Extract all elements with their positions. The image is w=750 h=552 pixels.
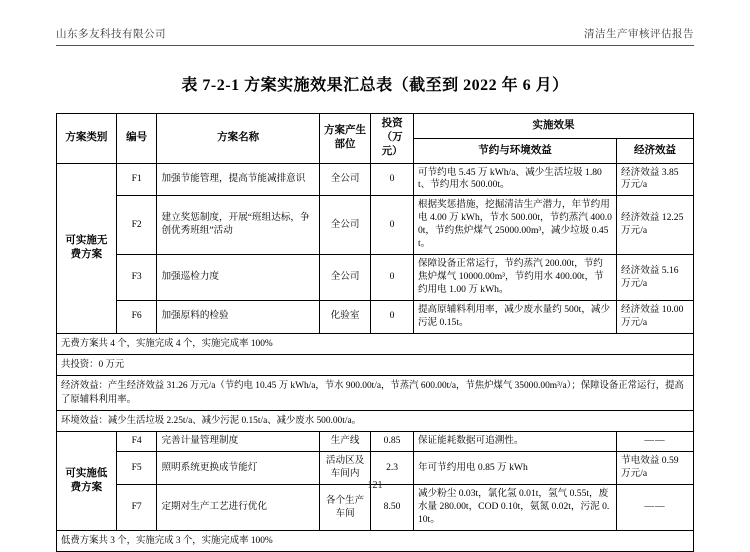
row-name: 照明系统更换成节能灯 xyxy=(157,452,319,485)
table-row xyxy=(57,196,694,255)
row-invest: 8.50 xyxy=(371,485,414,531)
row-invest: 0.85 xyxy=(371,432,414,452)
row-unit: 全公司 xyxy=(319,196,370,255)
note-free-1: 无费方案共 4 个，实施完成 4 个，实施完成率 100% xyxy=(57,333,694,354)
group-note-row xyxy=(57,354,694,375)
row-code: F6 xyxy=(116,300,157,333)
table-row xyxy=(57,163,694,196)
th-category: 方案类别 xyxy=(57,114,117,164)
page-number: 121 xyxy=(367,480,383,491)
th-code: 编号 xyxy=(116,114,157,164)
header-doc-type: 清洁生产审核评估报告 xyxy=(584,29,694,40)
row-econ: 经济效益 10.00 万元/a xyxy=(617,300,694,333)
row-econ: —— xyxy=(617,432,694,452)
row-env: 年可节约用电 0.85 万 kWh xyxy=(413,452,616,485)
row-econ: 经济效益 5.16 万元/a xyxy=(617,255,694,301)
row-unit: 化验室 xyxy=(319,300,370,333)
th-env: 节约与环境效益 xyxy=(413,138,616,163)
row-name: 加强原料的检验 xyxy=(157,300,319,333)
table-row xyxy=(57,255,694,301)
row-env: 保障设备正常运行，节约蒸汽 200.00t，节约焦炉煤气 10000.00m³，节约用水 400.00t，节约用电 1.00 万 kWh。 xyxy=(413,255,616,301)
row-econ: 经济效益 12.25 万元/a xyxy=(617,196,694,255)
category-cell-lowcost: 可实施低费方案 xyxy=(57,432,117,531)
row-invest: 0 xyxy=(371,196,414,255)
row-env: 减少粉尘 0.03t，氯化氢 0.01t，氢气 0.55t，废水量 280.00t，COD 0.10t，氨氮 0.02t，污泥 0.10t。 xyxy=(413,485,616,531)
row-name: 建立奖惩制度，开展“班组达标，争创优秀班组”活动 xyxy=(157,196,319,255)
th-unit: 方案产生部位 xyxy=(319,114,370,164)
group-note-row xyxy=(57,333,694,354)
row-name: 定期对生产工艺进行优化 xyxy=(157,485,319,531)
header-company: 山东多友科技有限公司 xyxy=(56,29,166,40)
row-code: F3 xyxy=(116,255,157,301)
th-invest: 投资（万元） xyxy=(371,114,414,164)
note-free-3: 经济效益：产生经济效益 31.26 万元/a（节约电 10.45 万 kWh/a，节水 900.00t/a，节蒸汽 600.00t/a，节焦炉煤气 35000.00m³/a）；保障设备正常运行，提高了原辅料利用率。 xyxy=(57,376,694,411)
row-invest: 0 xyxy=(371,300,414,333)
table-row xyxy=(57,300,694,333)
th-effect-group: 实施效果 xyxy=(413,114,693,139)
row-code: F1 xyxy=(116,163,157,196)
row-name: 完善计量管理制度 xyxy=(157,432,319,452)
group-note-row xyxy=(57,376,694,411)
note-free-2: 共投资：0 万元 xyxy=(57,354,694,375)
note-free-4: 环境效益：减少生活垃圾 2.25t/a、减少污泥 0.15t/a、减少废水 500.00t/a。 xyxy=(57,411,694,432)
group-note-row xyxy=(57,531,694,552)
th-name: 方案名称 xyxy=(157,114,319,164)
row-env: 可节约电 5.45 万 kWh/a、减少生活垃圾 1.80t、节约用水 500.00t。 xyxy=(413,163,616,196)
table-row xyxy=(57,432,694,452)
row-invest: 0 xyxy=(371,255,414,301)
group-note-row xyxy=(57,411,694,432)
header-divider xyxy=(56,45,694,46)
category-cell-free: 可实施无费方案 xyxy=(57,163,117,333)
row-name: 加强巡检力度 xyxy=(157,255,319,301)
th-econ: 经济效益 xyxy=(617,138,694,163)
page-header xyxy=(56,0,694,41)
row-unit: 全公司 xyxy=(319,255,370,301)
row-unit: 活动区及车间内 xyxy=(319,452,370,485)
row-unit: 全公司 xyxy=(319,163,370,196)
note-lowcost-1: 低费方案共 3 个，实施完成 3 个，实施完成率 100% xyxy=(57,531,694,552)
row-econ: —— xyxy=(617,485,694,531)
row-invest: 2.3 xyxy=(371,452,414,485)
row-code: F7 xyxy=(116,485,157,531)
row-env: 根据奖惩措施，挖掘清洁生产潜力，年节约用电 4.00 万 kWh，节水 500.00t，节约蒸汽 400.00t，节约焦炉煤气 25000.00m³，减少垃圾 0.45t。 xyxy=(413,196,616,255)
row-unit: 生产线 xyxy=(319,432,370,452)
row-name: 加强节能管理，提高节能减排意识 xyxy=(157,163,319,196)
row-unit: 各个生产车间 xyxy=(319,485,370,531)
row-code: F5 xyxy=(116,452,157,485)
row-code: F2 xyxy=(116,196,157,255)
row-econ: 节电效益 0.59 万元/a xyxy=(617,452,694,485)
row-invest: 0 xyxy=(371,163,414,196)
table-title: 表 7-2-1 方案实施效果汇总表（截至到 2022 年 6 月） xyxy=(181,77,569,94)
table-row xyxy=(57,485,694,531)
table-header-row-1 xyxy=(57,114,694,139)
row-econ: 经济效益 3.85 万元/a xyxy=(617,163,694,196)
row-code: F4 xyxy=(116,432,157,452)
row-env: 提高原辅料利用率，减少废水量约 500t，减少污泥 0.15t。 xyxy=(413,300,616,333)
row-env: 保证能耗数据可追溯性。 xyxy=(413,432,616,452)
